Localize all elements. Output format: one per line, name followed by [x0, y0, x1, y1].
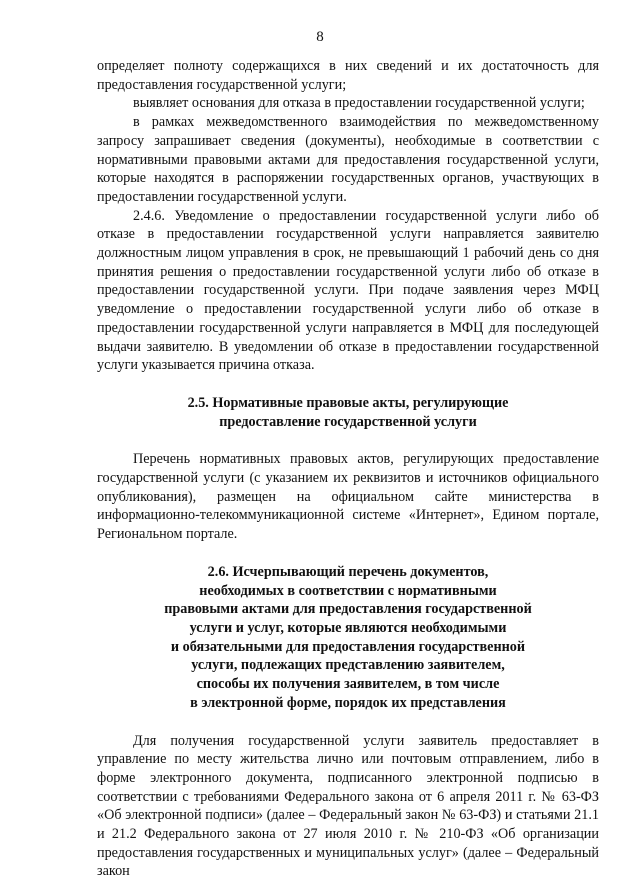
paragraph-p2: выявляет основания для отказа в предоставлении государственной услуги;	[97, 94, 599, 113]
section-2-6-paragraph: Для получения государственной услуги заявитель предоставляет в управление по месту жительства лично или почтовым отправлением, либо в форме электронного документа, подписанного электронной подписью в соответствии с требованиями Федерального закона от 6 апреля 2011 г. № 63-ФЗ «Об электронной подписи» (далее – Федеральный закон № 63-ФЗ) и статьями 21.1 и 21.2 Федерального закона от 27 июля 2010 г. № 210-ФЗ «Об организации предоставления государственных и муниципальных услуг» (далее – Федеральный закон	[97, 732, 599, 881]
section-2-6-heading-line: необходимых в соответствии с нормативными	[97, 582, 599, 601]
page-number: 8	[0, 28, 640, 46]
section-2-6-heading	[97, 563, 599, 713]
paragraph-p1: определяет полноту содержащихся в них сведений и их достаточность для предоставления государственной услуги;	[97, 57, 599, 94]
spacer	[97, 431, 599, 450]
section-2-5-paragraph: Перечень нормативных правовых актов, регулирующих предоставление государственной услуги (с указанием их реквизитов и источников официального опубликования), размещен на официальном сайте министерства в информационно-телекоммуникационной системе «Интернет», Едином портале, Региональном портале.	[97, 450, 599, 544]
paragraph-p3: в рамках межведомственного взаимодействия по межведомственному запросу запрашивает сведения (документы), необходимые в соответствии с нормативными правовыми актами для предоставления государственной услуги, которые находятся в распоряжении государственных органов, участвующих в предоставлении государственной услуги.	[97, 113, 599, 207]
spacer	[97, 375, 599, 394]
spacer	[97, 544, 599, 563]
section-2-6-heading-line: услуги, подлежащих представлению заявителем,	[97, 656, 599, 675]
section-2-6-heading-line: и обязательными для предоставления государственной	[97, 638, 599, 657]
section-2-6-heading-line: способы их получения заявителем, в том числе	[97, 675, 599, 694]
page-body	[97, 57, 599, 881]
section-2-6-heading-line: 2.6. Исчерпывающий перечень документов,	[97, 563, 599, 582]
spacer	[97, 713, 599, 732]
section-2-6-heading-line: правовыми актами для предоставления государственной	[97, 600, 599, 619]
section-2-5-heading	[97, 394, 599, 431]
section-2-6-heading-line: услуги и услуг, которые являются необходимыми	[97, 619, 599, 638]
paragraph-p4: 2.4.6. Уведомление о предоставлении государственной услуги либо об отказе в предоставлении государственной услуги направляется заявителю должностным лицом управления в срок, не превышающий 1 рабочий день со дня принятия решения о предоставлении государственной услуги либо об отказе в предоставлении государственной услуги. При подаче заявления через МФЦ уведомление о предоставлении государственной услуги либо об отказе в предоставлении государственной услуги направляется в МФЦ для последующей выдачи заявителю. В уведомлении об отказе в предоставлении государственной услуги указывается причина отказа.	[97, 207, 599, 375]
section-2-5-heading-line: предоставление государственной услуги	[97, 413, 599, 432]
section-2-6-heading-line: в электронной форме, порядок их представления	[97, 694, 599, 713]
section-2-5-heading-line: 2.5. Нормативные правовые акты, регулирующие	[97, 394, 599, 413]
